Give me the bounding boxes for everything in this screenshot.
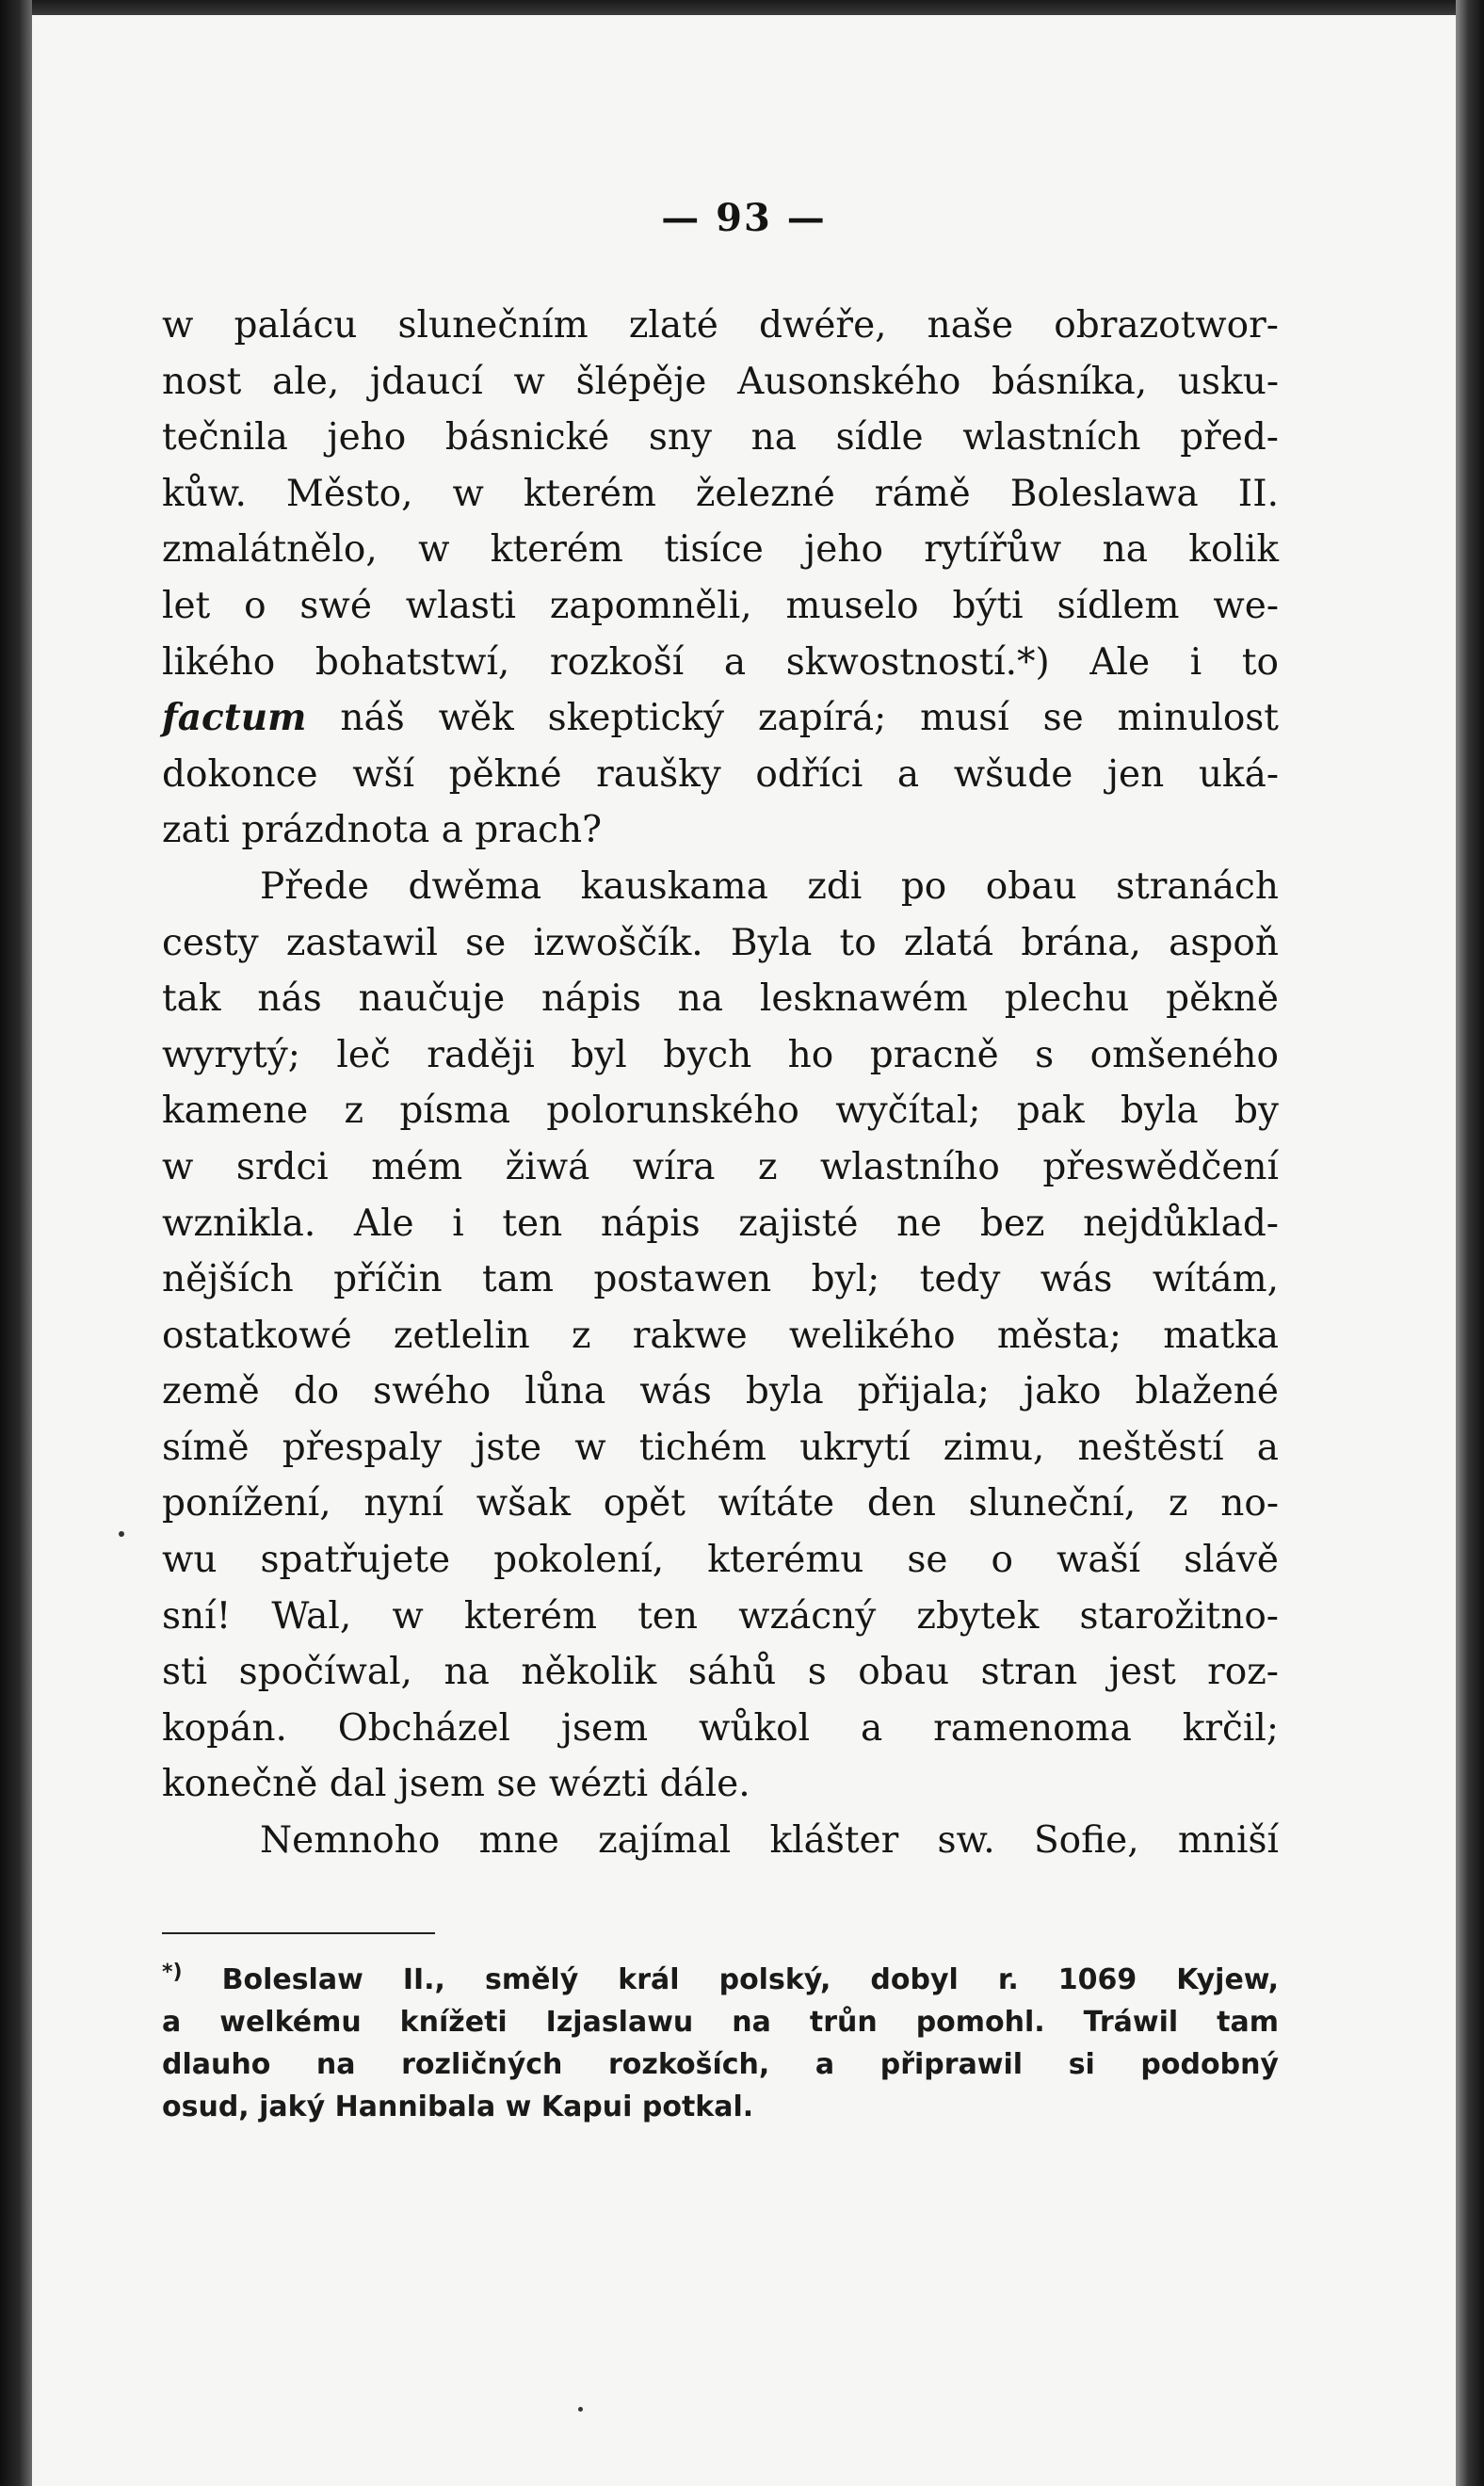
text-line: Nemnoho mne zajímal klášter sw. Sofie, mniší — [260, 1819, 1279, 1863]
page-number: — 93 — — [661, 196, 827, 240]
scan-edge-right — [1456, 0, 1484, 2486]
text-line: dokonce wší pěkné raušky odříci a wšude jen uká- — [162, 752, 1279, 796]
footnote — [162, 1959, 1279, 2128]
text-line: konečně dal jsem se wézti dále. — [162, 1763, 750, 1806]
text-line-rest: náš wěk skeptický zapírá; musí se minulost — [340, 697, 1279, 740]
scan-speck — [578, 2407, 583, 2412]
scan-speck — [119, 1531, 124, 1537]
scan-edge-left — [0, 0, 32, 2486]
text-line: ponížení, nyní wšak opět wítáte den sluneční, z no- — [162, 1482, 1279, 1526]
footnote-separator — [162, 1932, 435, 1934]
text-line: wu spatřujete pokolení, kterému se o waší slávě — [162, 1539, 1279, 1582]
text-line: Přede dwěma kauskama zdi po obau stranách — [260, 864, 1279, 908]
text-line: wznikla. Ale i ten nápis zajisté ne bez nejdůklad- — [162, 1202, 1279, 1245]
footnote-line-text: Boleslaw II., smělý král polský, dobyl r. 1069 Kyjew, — [221, 1963, 1279, 1996]
text-line: cesty zastawil se izwoščík. Byla to zlatá brána, aspoň — [162, 921, 1279, 964]
text-line: ostatkowé zetlelin z rakwe welikého města; matka — [162, 1314, 1279, 1357]
text-line: nost ale, jdaucí w šlépěje Ausonského básníka, usku- — [162, 360, 1279, 403]
text-line: w palácu slunečním zlaté dwéře, naše obrazotwor- — [162, 304, 1279, 347]
text-line: likého bohatstwí, rozkoší a skwostností.*) Ale i to — [162, 640, 1279, 684]
text-line: símě přespaly jste w tichém ukrytí zimu, neštěstí a — [162, 1426, 1279, 1469]
text-line-with-emphasis — [162, 690, 1279, 747]
text-line: wyrytý; leč raději byl bych ho pracně s omšeného — [162, 1033, 1279, 1076]
scan-edge-top — [0, 0, 1484, 15]
text-line: tak nás naučuje nápis na lesknawém plechu pěkně — [162, 977, 1279, 1021]
text-line: kůw. Město, w kterém železné rámě Boleslawa II. — [162, 472, 1279, 515]
footnote-line: a welkému knížeti Izjaslawu na trůn pomohl. Tráwil tam — [162, 2006, 1279, 2039]
emphasis-factum: factum — [162, 696, 307, 740]
footnote-marker: *) — [162, 1961, 183, 1984]
text-line: w srdci mém žiwá wíra z wlastního přeswědčení — [162, 1145, 1279, 1188]
text-line: sti spočíwal, na několik sáhů s obau stran jest roz- — [162, 1651, 1279, 1694]
book-page — [32, 15, 1456, 2486]
text-line: sní! Wal, w kterém ten wzácný zbytek starožitno- — [162, 1594, 1279, 1638]
text-line: kopán. Obcházel jsem wůkol a ramenoma krčil; — [162, 1706, 1279, 1750]
text-line: zati prázdnota a prach? — [162, 809, 603, 852]
body-text — [162, 298, 1279, 1869]
text-line: kamene z písma polorunského wyčítal; pak byla by — [162, 1090, 1279, 1133]
footnote-line: dlauho na rozličných rozkoších, a připrawil si podobný — [162, 2048, 1279, 2081]
footnote-line — [162, 1959, 1279, 2001]
text-line: země do swého lůna wás byla přijala; jako blažené — [162, 1370, 1279, 1413]
text-line: zmalátnělo, w kterém tisíce jeho rytířůw na kolik — [162, 528, 1279, 572]
text-line: let o swé wlasti zapomněli, muselo býti sídlem we- — [162, 584, 1279, 627]
text-line: nějších příčin tam postawen byl; tedy wás wítám, — [162, 1258, 1279, 1301]
text-line: tečnila jeho básnické sny na sídle wlastních před- — [162, 416, 1279, 460]
footnote-line: osud, jaký Hannibala w Kapui potkal. — [162, 2090, 754, 2123]
